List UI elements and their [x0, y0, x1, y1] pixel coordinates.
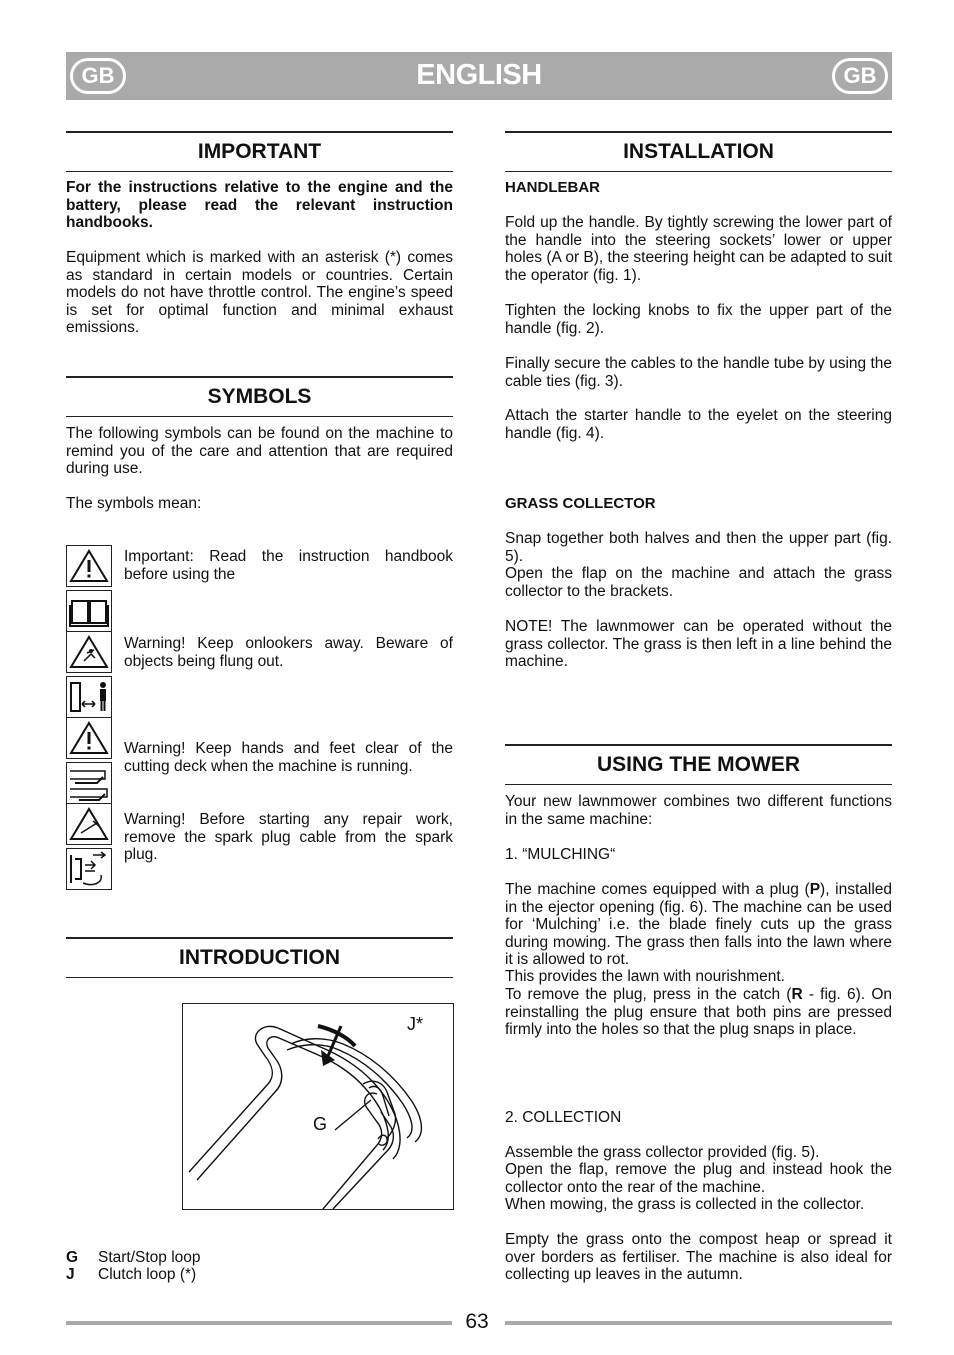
- catch-letter: R: [791, 986, 803, 1003]
- left-column: [66, 0, 453, 1300]
- collector-para: Snap together both halves and then the upper part (fig. 5).: [505, 530, 892, 565]
- collector-note: NOTE! The lawnmower can be operated without the grass collector. The grass is then left in a line behind the machine.: [505, 618, 892, 671]
- plug-letter: P: [809, 881, 821, 898]
- text-run: ), installed in the ejector opening (fig. 6). The machine can be used for ‘Mulching’ i.e. the blade finely cuts up the grass during mowing. The grass then falls into the lawn where it is allowed to rot.: [505, 881, 892, 969]
- symbol-text: Warning! Keep hands and feet clear of the cutting deck when the machine is running.: [124, 740, 453, 775]
- gb-badge-left: GB: [70, 58, 126, 94]
- handlebar-para: Fold up the handle. By tightly screwing the lower part of the handle into the steering sockets’ lower or upper holes (A or B), the steering height can be adapted to suit the operator (fig. 1).: [505, 214, 892, 284]
- figure-label-j: J*: [407, 1014, 424, 1034]
- mulching-title: 1. “MULCHING“: [505, 846, 616, 863]
- flying-objects-warning-icon: [66, 631, 112, 673]
- footer-rule-left: [66, 1321, 452, 1325]
- legend-text: Clutch loop (*): [98, 1266, 197, 1283]
- collection-para: Assemble the grass collector provided (fig. 5).: [505, 1144, 820, 1161]
- legend-item: [66, 1249, 453, 1267]
- symbol-text: Warning! Keep onlookers away. Beware of objects being flung out.: [124, 635, 453, 670]
- right-column: [505, 0, 892, 1300]
- symbol-text: Important: Read the instruction handbook before using the: [124, 548, 453, 583]
- important-bold-para: For the instructions relative to the engine and the battery, please read the relevant instruction handbooks.: [66, 179, 453, 232]
- handlebar-subheading: HANDLEBAR: [505, 179, 600, 196]
- legend-item: [66, 1266, 453, 1284]
- text-run: - fig. 6). On reinstalling the plug ensure that both pins are pressed firmly into the holes so that the plug snaps in place.: [505, 986, 892, 1039]
- symbols-intro: The following symbols can be found on the machine to remind you of the care and attention that are required during use.: [66, 425, 453, 478]
- warning-triangle-icon: [66, 717, 112, 759]
- mulching-remove-plug: [505, 986, 892, 1039]
- text-run: To remove the plug, press in the catch (: [505, 986, 792, 1003]
- gb-badge-right: GB: [832, 58, 888, 94]
- collection-para: When mowing, the grass is collected in the collector.: [505, 1196, 865, 1213]
- text-run: The machine comes equipped with a plug (: [505, 881, 810, 898]
- symbol-text: Warning! Before starting any repair work, remove the spark plug cable from the spark plug.: [124, 811, 453, 864]
- using-intro: Your new lawnmower combines two different functions in the same machine:: [505, 793, 892, 828]
- repair-warning-icon: [66, 803, 112, 845]
- collection-para: Empty the grass onto the compost heap or spread it over borders as fertiliser. The machine is also ideal for collecting up leaves in the autumn.: [505, 1231, 892, 1284]
- using-heading: USING THE MOWER: [505, 744, 892, 785]
- handle-figure: [182, 1003, 454, 1210]
- handlebar-para: Finally secure the cables to the handle tube by using the cable ties (fig. 3).: [505, 355, 892, 390]
- symbols-heading: SYMBOLS: [66, 376, 453, 417]
- blade-hand-foot-icon: [66, 762, 112, 804]
- mulching-nourish: This provides the lawn with nourishment.: [505, 968, 785, 985]
- legend-key: J: [66, 1266, 75, 1283]
- symbols-mean: The symbols mean:: [66, 495, 202, 512]
- warning-triangle-icon: [66, 545, 112, 587]
- grass-collector-subheading: GRASS COLLECTOR: [505, 495, 656, 512]
- page-number: 63: [465, 1310, 489, 1333]
- introduction-heading: INTRODUCTION: [66, 937, 453, 978]
- collection-title: 2. COLLECTION: [505, 1109, 622, 1126]
- book-icon: [66, 590, 112, 632]
- collection-para: Open the flap, remove the plug and instead hook the collector onto the rear of the machine.: [505, 1161, 892, 1196]
- page-title: ENGLISH: [416, 59, 542, 91]
- handlebar-para: Attach the starter handle to the eyelet on the steering handle (fig. 4).: [505, 407, 892, 442]
- figure-label-g: G: [313, 1114, 328, 1134]
- handlebar-para: Tighten the locking knobs to fix the upper part of the handle (fig. 2).: [505, 302, 892, 337]
- keep-distance-icon: [66, 676, 112, 718]
- legend-key: G: [66, 1249, 79, 1266]
- important-para: Equipment which is marked with an asterisk (*) comes as standard in certain models or countries. Certain models do not have throttle control. The engine’s speed is set for optimal function and minimal exhaust emissions.: [66, 249, 453, 337]
- installation-heading: INSTALLATION: [505, 131, 892, 172]
- important-heading: IMPORTANT: [66, 131, 453, 172]
- collector-para: Open the flap on the machine and attach the grass collector to the brackets.: [505, 565, 892, 600]
- mulching-para: [505, 881, 892, 969]
- footer-rule-right: [505, 1321, 892, 1325]
- spark-plug-icon: [66, 848, 112, 890]
- legend-text: Start/Stop loop: [98, 1249, 201, 1266]
